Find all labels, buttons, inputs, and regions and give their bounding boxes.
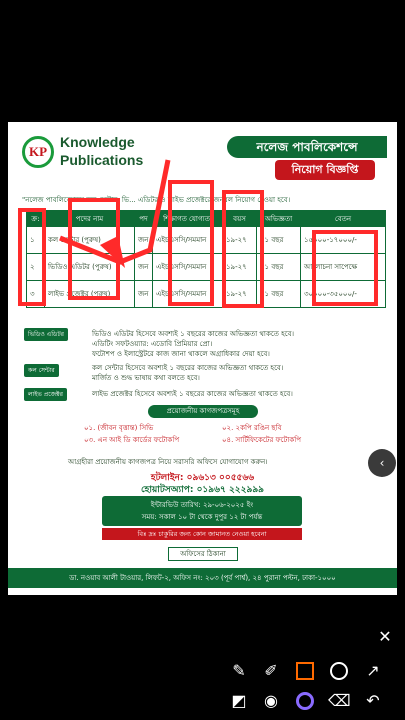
- close-icon[interactable]: ✕: [378, 627, 392, 646]
- requirement-line: ভিডিও এডিটর হিসেবে অবশ্যই ১ বছরের কাজের অভিজ্ঞতা থাকতে হবে।: [92, 330, 295, 338]
- office-address: ডা. নওয়াব আলী টাওয়ার, লিফট-২, অফিস নং: ২০৩ (পূর্ব পার্শ্ব), ২৪ পুরানা পল্টন, ঢাকা-১০০০: [8, 568, 397, 588]
- documents-title: প্রয়োজনীয় কাগজপত্রসমূহ: [148, 405, 258, 418]
- table-cell: ০১ বছর: [257, 227, 301, 254]
- table-cell: এইচএসসি/সমমান: [153, 281, 223, 308]
- table-cell: ১: [27, 227, 45, 254]
- table-cell: এইচএসসি/সমমান: [153, 254, 223, 281]
- call-center-tag: কল সেন্টার: [24, 364, 59, 377]
- rectangle-tool-icon[interactable]: [296, 662, 314, 680]
- table-cell: এইচএসসি/সমমান: [153, 227, 223, 254]
- eraser-icon[interactable]: ⌫: [328, 691, 351, 710]
- whatsapp-number: হোয়াটসঅ্যাপ: ০১৯৬৭ ২২২৯৯৯: [140, 485, 265, 495]
- col-header: পদ: [135, 211, 153, 227]
- table-cell: ০১ বছর: [257, 254, 301, 281]
- hotline-number: হটলাইন: ০৯৬১৩ ০০৫৫৬৬: [150, 473, 255, 483]
- table-cell: আলোচনা সাপেক্ষে: [301, 254, 386, 281]
- table-cell: ০১ বছর: [257, 281, 301, 308]
- interview-date: ইন্টারভিউ তারিখ: ২৯-০৬-২০২৫ ইং: [150, 501, 254, 509]
- logo-title: Knowledge: [60, 134, 135, 150]
- table-cell: ১৯-২৭: [223, 254, 257, 281]
- logo-mark: KP: [22, 136, 54, 168]
- undo-icon[interactable]: ↶: [366, 691, 380, 710]
- interview-time: সময়: সকাল ১০ টা থেকে দুপুর ১২ টা পর্যন্ত: [141, 513, 263, 521]
- notice-bar: বিঃ দ্রঃ চাকুরির জন্য কোন জামানত নেওয়া হবেনা: [102, 528, 302, 540]
- live-projector-tag: লাইভ প্রজেক্টর: [24, 388, 67, 401]
- table-cell: জন: [135, 254, 153, 281]
- intro-text: "নলেজ পাবলিকেশন্সে কল সেন্টার, ভি... এডিটর ও লাইভ প্রজেক্টরে জনবল নিয়োগ দেওয়া হবে।: [22, 196, 291, 204]
- annotation-rect: [312, 230, 378, 306]
- header-subbanner: নিয়োগ বিজ্ঞপ্তি: [275, 160, 375, 180]
- table-cell: জন: [135, 227, 153, 254]
- color-picker-icon[interactable]: [296, 692, 314, 710]
- mosaic-icon[interactable]: ◩: [231, 691, 247, 710]
- table-cell: লাইভ প্রজেক্টর (পুরুষ): [45, 281, 135, 308]
- requirement-line: মার্জিত ও শুদ্ধ ভাষায় কথা বলতে হবে।: [92, 374, 200, 382]
- arrow-tool-icon[interactable]: ↗: [366, 661, 380, 680]
- table-cell: ৩: [27, 281, 45, 308]
- table-cell: ২: [27, 254, 45, 281]
- chevron-left-icon[interactable]: ‹: [368, 449, 396, 477]
- office-title: অফিসের ঠিকানা: [168, 547, 238, 561]
- annotation-rect: [18, 208, 46, 306]
- circle-tool-icon[interactable]: [330, 662, 348, 680]
- document-item: ০১. (জীবন বৃত্তান্ত) সিভি: [84, 424, 154, 432]
- annotation-rect: [168, 180, 214, 306]
- requirement-line: এডিটিং সফটওয়্যার: এডোবি প্রিমিয়ার প্রো।: [92, 340, 213, 348]
- table-cell: ১৫০০০-১৭০০০/-: [301, 227, 386, 254]
- col-header: অভিজ্ঞতা: [257, 211, 301, 227]
- col-header: ক্র:: [27, 211, 45, 227]
- table-cell: ৩০০০০-৩৫০০০/-: [301, 281, 386, 308]
- logo-subtitle: Publications: [60, 152, 144, 168]
- document-item: ০৪. সার্টিফিকেটের ফটোকপি: [222, 436, 301, 444]
- apply-instruction: আগ্রহীরা প্রয়োজনীয় কাগজপত্র নিয়ে সরাসরি অফিসে যোগাযোগ করুন।: [68, 458, 268, 466]
- table-cell: কল সেন্টার (পুরুষ): [45, 227, 135, 254]
- camera-icon[interactable]: ◉: [264, 691, 278, 710]
- marker-icon[interactable]: ✐: [264, 661, 278, 680]
- col-header: বয়স: [223, 211, 257, 227]
- annotation-rect: [222, 190, 264, 308]
- document-item: ০৩. এন আই ডি কার্ডের ফটোকপি: [84, 436, 180, 444]
- requirement-line: কল সেন্টার হিসেবে অবশ্যই ১ বছরের কাজের অভিজ্ঞতা থাকতে হবে।: [92, 364, 284, 372]
- requirement-line: লাইভ প্রজেক্টর হিসেবে অবশ্যই ১ বছরের কাজের অভিজ্ঞতা থাকতে হবে।: [92, 390, 293, 398]
- table-cell: জন: [135, 281, 153, 308]
- requirement-line: ফটোশপ ও ইলাস্ট্রেটরে কাজ জানা থাকলে অগ্রাধিকার দেয়া হবে।: [92, 350, 270, 358]
- col-header: শিক্ষাগত যোগ্যতা: [153, 211, 223, 227]
- video-editor-tag: ভিডিও এডিটর: [24, 328, 68, 341]
- table-cell: ১৯-২৭: [223, 281, 257, 308]
- annotation-rect: [68, 198, 120, 300]
- document-item: ০২. ২কপি রঙিন ছবি: [222, 424, 282, 432]
- col-header: বেতন: [301, 211, 386, 227]
- table-cell: ভিডিও এডিটর (পুরুষ): [45, 254, 135, 281]
- table-cell: ১৯-২৭: [223, 227, 257, 254]
- header-banner: নলেজ পাবলিকেশন্সে: [227, 136, 387, 158]
- pen-icon[interactable]: ✎: [232, 661, 246, 680]
- col-header: পদের নাম: [45, 211, 135, 227]
